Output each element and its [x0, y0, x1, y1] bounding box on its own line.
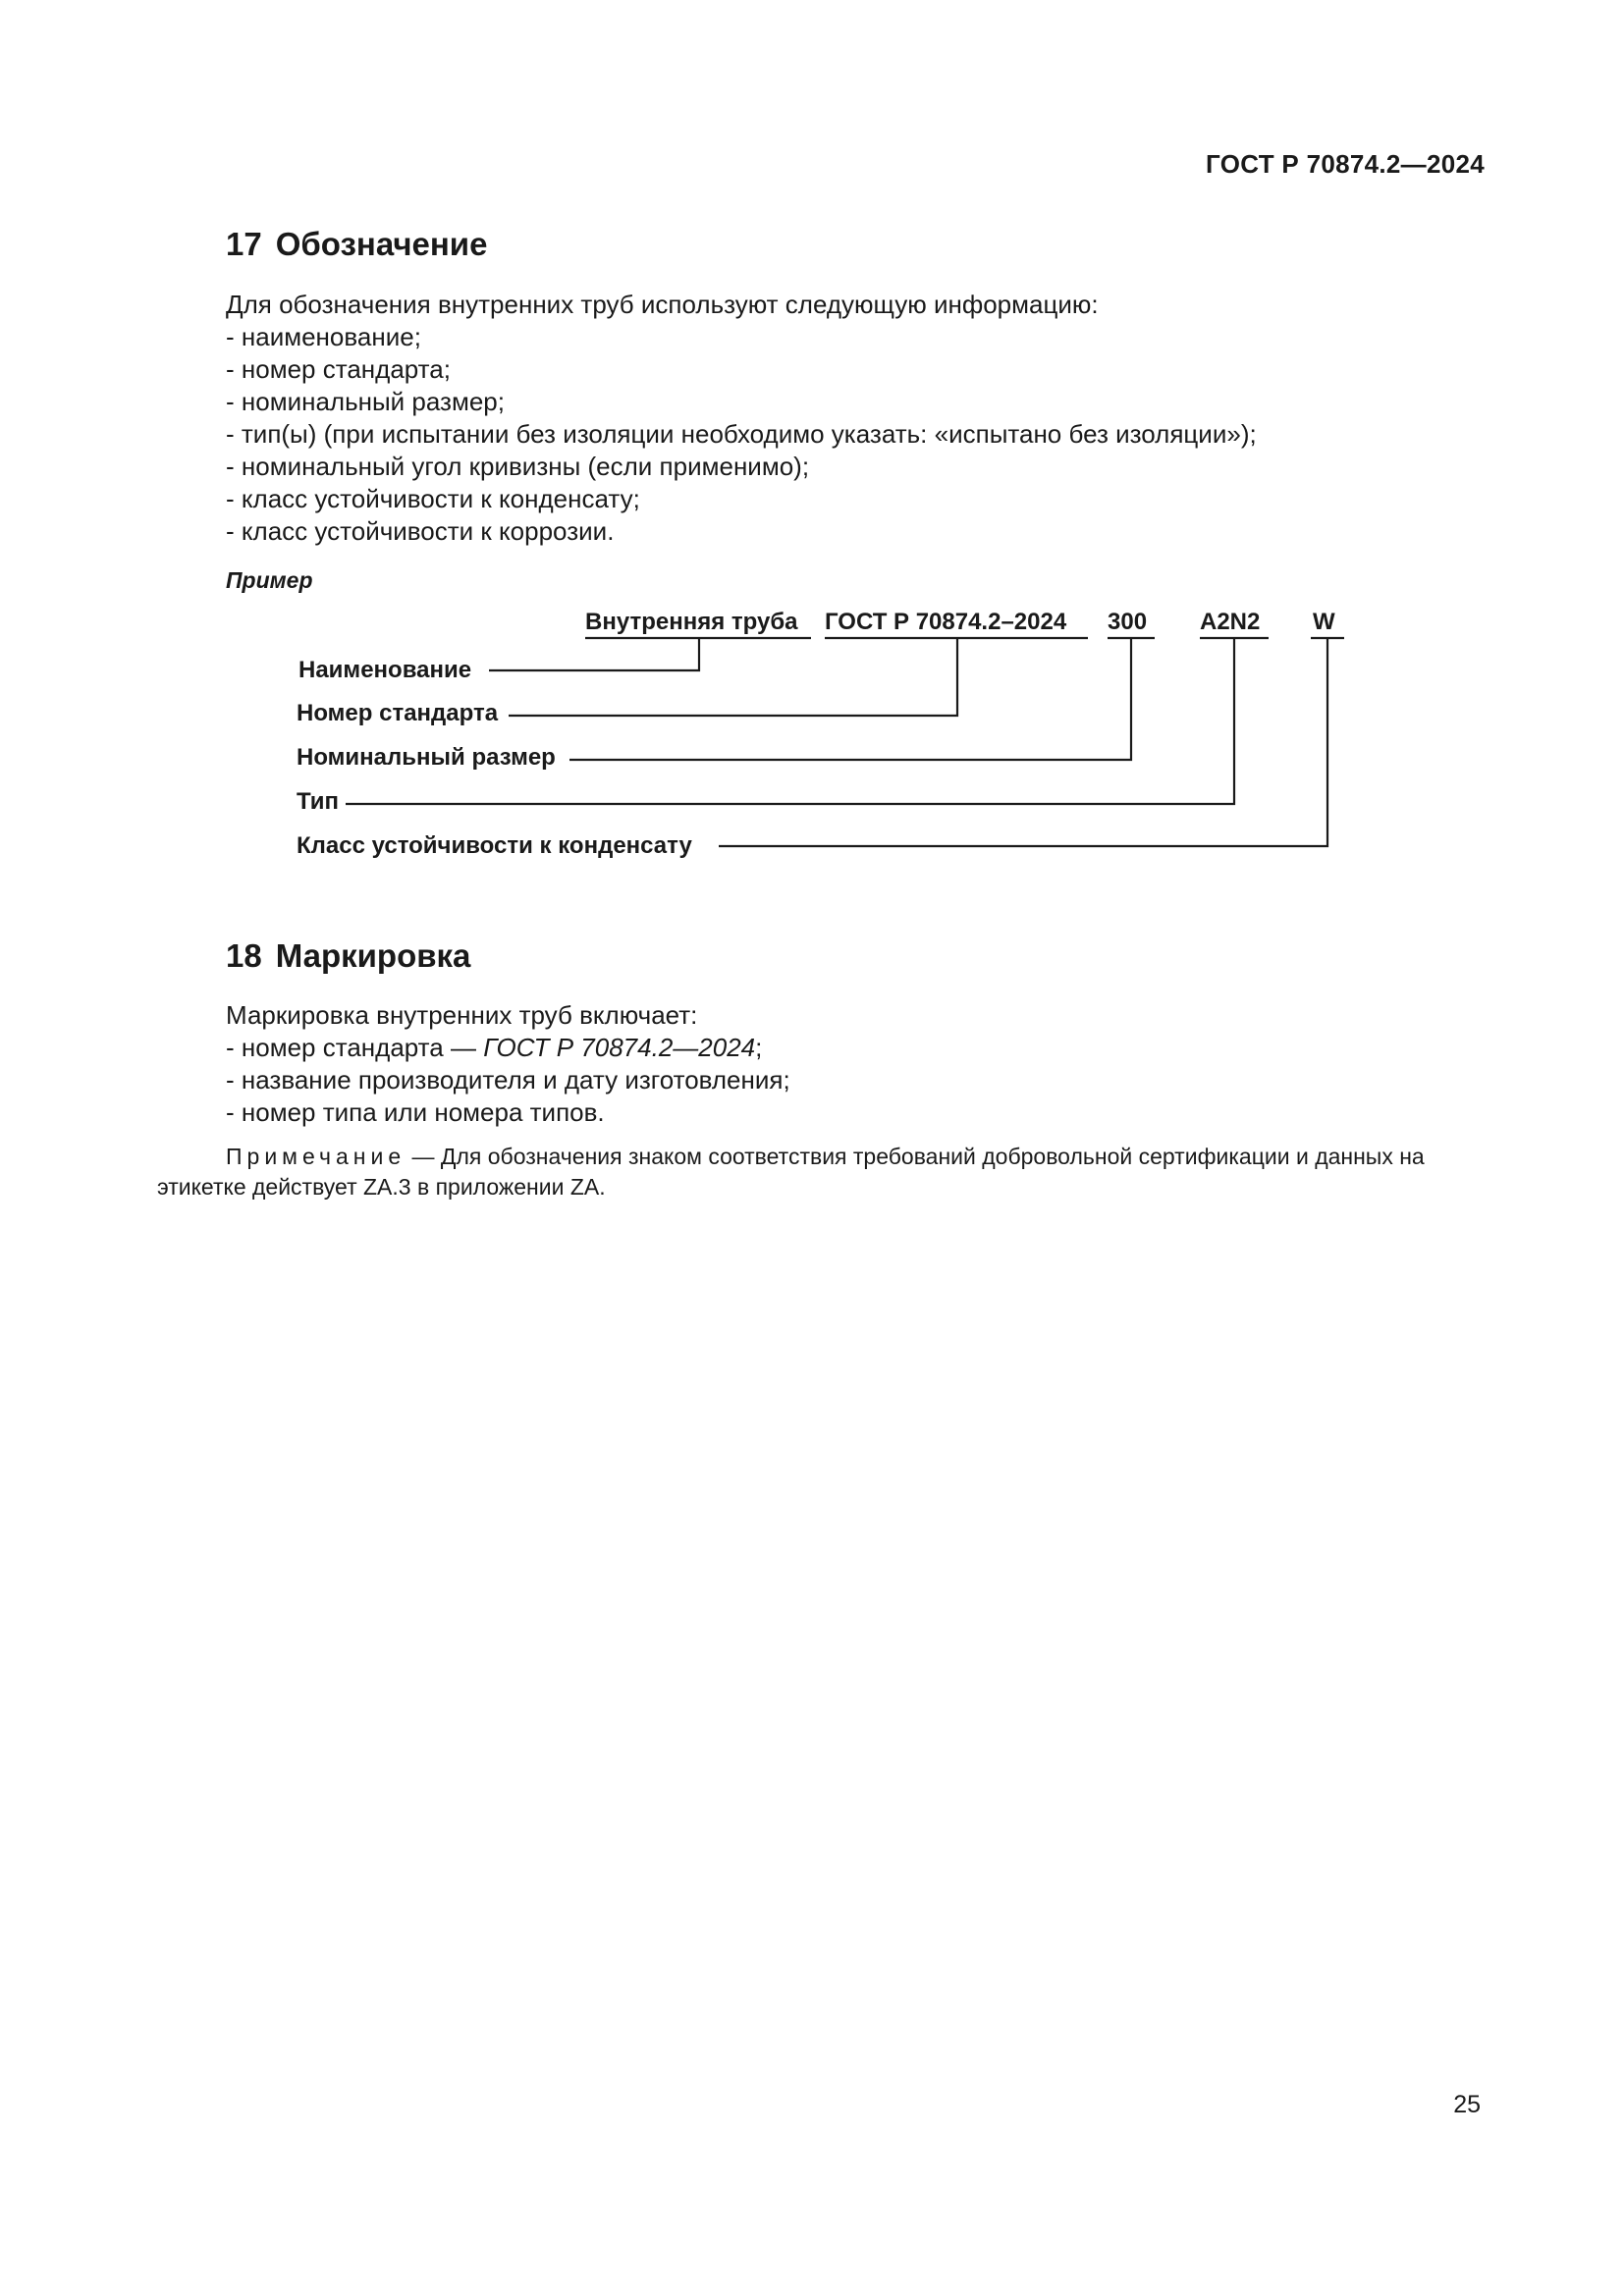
- list-item-suffix: ;: [755, 1033, 763, 1062]
- leader-condensate-class: [719, 638, 1327, 846]
- leader-size: [569, 638, 1131, 760]
- page-number: 25: [1453, 2091, 1481, 2118]
- label-type: Тип: [297, 788, 339, 815]
- section-17-number: 17: [226, 226, 262, 262]
- designation-standard: ГОСТ Р 70874.2–2024: [825, 609, 1067, 635]
- note-text: — Для обозначения знаком соответствия требований добровольной сертификации и данных на этикетке действует ZA.3 в приложении ZA.: [157, 1144, 1425, 1200]
- designation-diagram: [0, 0, 1624, 883]
- label-size: Номинальный размер: [297, 744, 556, 771]
- list-item: - класс устойчивости к коррозии.: [226, 516, 615, 546]
- label-name: Наименование: [298, 657, 472, 683]
- leader-standard: [509, 638, 957, 716]
- leader-name: [489, 638, 699, 670]
- list-item: [226, 1032, 790, 1064]
- designation-name: Внутренняя труба: [585, 609, 798, 635]
- section-17-title: Обозначение: [275, 226, 488, 262]
- section-18-intro: Маркировка внутренних труб включает:: [226, 1000, 698, 1030]
- list-item-prefix: - номер стандарта —: [226, 1033, 484, 1062]
- designation-type: A2N2: [1200, 609, 1261, 635]
- list-item: - тип(ы) (при испытании без изоляции необходимо указать: «испытано без изоляции»);: [226, 419, 1257, 449]
- designation-condensate-class: W: [1313, 609, 1335, 635]
- document-code: ГОСТ Р 70874.2—2024: [1206, 149, 1485, 179]
- section-18-body: [226, 999, 790, 1129]
- section-18-number: 18: [226, 937, 262, 974]
- list-item: - номинальный угол кривизны (если применимо);: [226, 452, 810, 481]
- list-item: - наименование;: [226, 322, 421, 351]
- list-item: - название производителя и дату изготовления;: [226, 1065, 790, 1095]
- note-paragraph: [157, 1142, 1483, 1202]
- note-label: Примечание: [226, 1144, 406, 1169]
- label-condensate-class: Класс устойчивости к конденсату: [297, 832, 692, 859]
- example-label: Пример: [226, 567, 313, 593]
- standard-reference: ГОСТ Р 70874.2—2024: [483, 1033, 756, 1062]
- section-18-title: Маркировка: [275, 937, 471, 974]
- label-standard: Номер стандарта: [297, 700, 499, 726]
- list-item: - номер стандарта;: [226, 354, 451, 384]
- list-item: - номер типа или номера типов.: [226, 1097, 605, 1127]
- section-18-heading: [226, 937, 470, 975]
- list-item: - класс устойчивости к конденсату;: [226, 484, 640, 513]
- list-item: - номинальный размер;: [226, 387, 505, 416]
- section-17-intro: Для обозначения внутренних труб используют следующую информацию:: [226, 290, 1099, 319]
- designation-size: 300: [1108, 609, 1148, 635]
- marking-list: [226, 1032, 790, 1129]
